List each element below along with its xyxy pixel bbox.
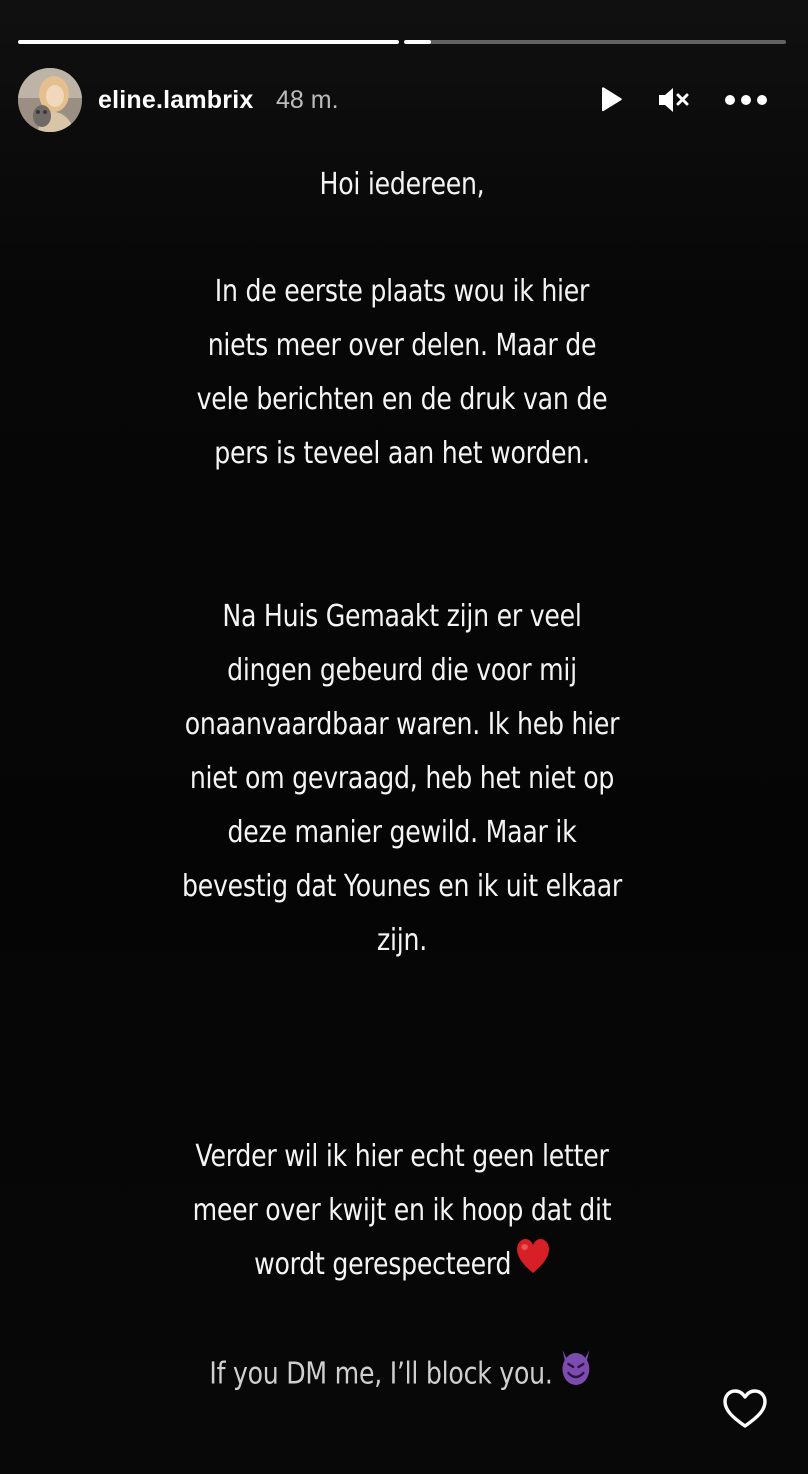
message-paragraph-1: In de eerste plaats wou ik hier niets meer over delen. Maar de vele berichten en de druk van de pers is teveel aan het worden. (196, 274, 608, 471)
progress-segment-1 (18, 40, 399, 44)
play-button[interactable] (590, 82, 630, 118)
message-paragraph-2: Na Huis Gemaakt zijn er veel dingen gebeurd die voor mij onaanvaardbaar waren. Ik heb hier niet om gevraagd, heb het niet op deze manier gewild. Maar ik bevestig dat Younes en ik uit elkaar zijn. (181, 599, 623, 958)
mute-button[interactable] (654, 82, 694, 118)
message-paragraph-3 (182, 1130, 622, 1293)
avatar-image (18, 68, 82, 132)
message-paragraph-3-text: Verder wil ik hier echt geen letter meer over kwijt en ik hoop dat dit wordt gerespecteerd (192, 1139, 612, 1282)
story-progress (18, 40, 786, 44)
heart-icon (722, 1388, 768, 1430)
more-options-button[interactable] (722, 82, 770, 118)
message-paragraph-4-text: If you DM me, I’ll block you. (209, 1356, 553, 1392)
username[interactable]: eline.lambrix (98, 86, 254, 114)
progress-fill-1 (18, 40, 399, 44)
smiling-devil-emoji-icon (558, 1346, 595, 1404)
muted-speaker-icon (657, 85, 691, 115)
avatar[interactable] (18, 68, 82, 132)
play-icon (595, 85, 625, 115)
progress-fill-2 (404, 40, 431, 44)
progress-segment-2 (404, 40, 786, 44)
story-header (18, 68, 790, 132)
message-paragraph-4 (182, 1346, 622, 1404)
more-options-icon (724, 94, 768, 106)
message-greeting: Hoi iedereen, (319, 167, 485, 202)
red-heart-emoji-icon (516, 1239, 550, 1293)
like-button[interactable] (720, 1386, 770, 1432)
post-time: 48 m. (276, 86, 339, 114)
